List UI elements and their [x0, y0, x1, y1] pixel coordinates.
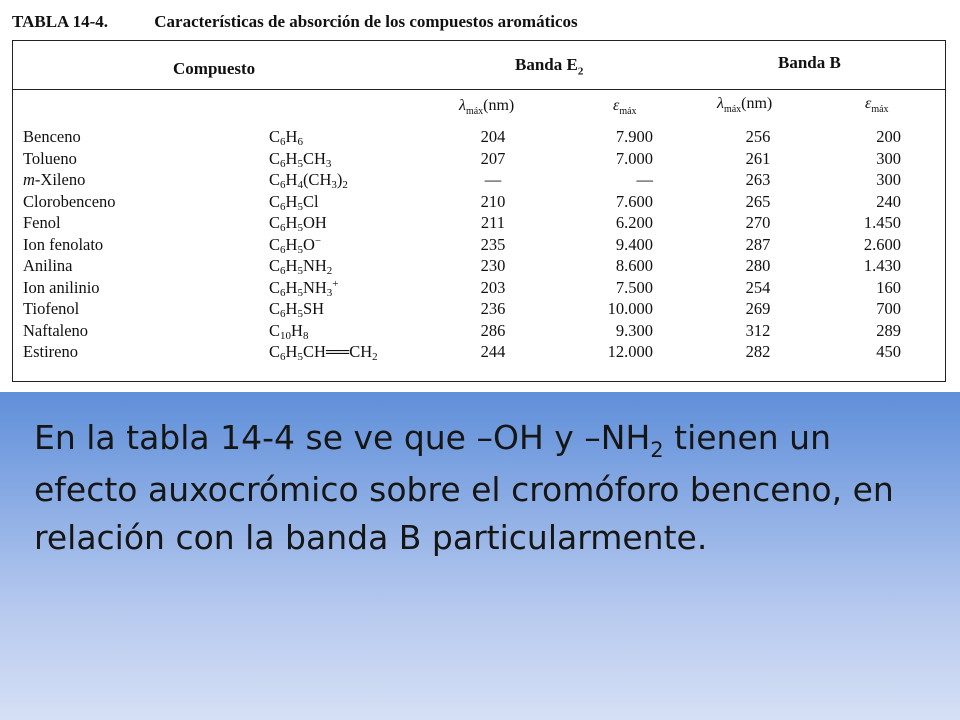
- explanation-text: En la tabla 14-4 se ve que –OH y $-NH_2$ tienen un efecto auxocrómico sobre el cromóforo benceno, en relación con la banda B particularmente.: [34, 418, 894, 557]
- b-epsilon-cell: 289: [876, 320, 901, 340]
- compound-name: Estireno: [23, 342, 78, 361]
- b-lambda-cell: 312: [745, 320, 771, 340]
- table-row: [13, 192, 945, 213]
- header-compound: Compuesto: [173, 59, 256, 78]
- b-lambda-cell: 282: [745, 342, 771, 361]
- compound-formula: $C_6H_5SH$: [269, 299, 325, 320]
- table-row: [13, 256, 945, 277]
- compound-name: Benceno: [23, 127, 81, 146]
- e2-lambda-cell: 286: [480, 320, 506, 340]
- compound-name: Ion anilinio: [23, 277, 100, 297]
- e2-epsilon-cell: 6.200: [615, 213, 653, 232]
- b-lambda-cell: 280: [745, 256, 771, 275]
- compound-formula: $C_6H_5NH_3^+$: [269, 277, 339, 299]
- b-epsilon-cell: 2.600: [863, 234, 901, 254]
- compound-formula: $C_6H_5Cl$: [269, 191, 319, 213]
- compound-name: m-Xileno: [23, 170, 86, 189]
- header-epsilon-e2: $\varepsilon_{máx}$: [613, 97, 637, 117]
- b-epsilon-cell: 1.430: [863, 256, 901, 275]
- e2-lambda-cell: 236: [480, 299, 506, 318]
- b-lambda-cell: 256: [745, 127, 771, 146]
- compound-name: Naftaleno: [23, 320, 89, 340]
- e2-epsilon-cell: —: [636, 170, 653, 189]
- compound-formula: $C_6H_4(CH_3)_2$: [269, 170, 348, 191]
- b-lambda-cell: 261: [745, 148, 771, 168]
- b-lambda-cell: 263: [745, 170, 771, 189]
- e2-epsilon-cell: 7.600: [615, 191, 653, 211]
- b-lambda-cell: 270: [745, 213, 771, 232]
- compound-formula: $C_6H_5OH$: [269, 213, 327, 234]
- b-lambda-cell: 287: [745, 234, 771, 254]
- compound-formula: $C_6H_5NH_2$: [269, 256, 333, 277]
- b-epsilon-cell: 160: [876, 277, 901, 297]
- b-lambda-cell: 269: [745, 299, 771, 318]
- e2-lambda-cell: 230: [480, 256, 506, 275]
- e2-lambda-cell: 203: [480, 277, 506, 297]
- b-epsilon-cell: 300: [876, 170, 901, 189]
- header-lambda-b: $\lambda_{máx}(nm)$: [717, 95, 773, 115]
- table-row: [13, 149, 945, 170]
- b-epsilon-cell: 240: [876, 191, 901, 211]
- e2-epsilon-cell: 12.000: [607, 342, 653, 361]
- e2-lambda-cell: 210: [480, 191, 506, 211]
- b-lambda-cell: 265: [745, 191, 771, 211]
- b-epsilon-cell: 450: [876, 342, 901, 361]
- b-epsilon-cell: 1.450: [863, 213, 901, 232]
- e2-epsilon-cell: 9.400: [615, 234, 653, 254]
- table-row: [13, 299, 945, 320]
- compound-name: Ion fenolato: [23, 234, 104, 254]
- compound-name: Clorobenceno: [23, 191, 116, 211]
- e2-epsilon-cell: 7.500: [615, 277, 653, 297]
- b-epsilon-cell: 200: [876, 127, 901, 146]
- data-table: [12, 40, 946, 382]
- table-number: TABLA 14-4.: [12, 12, 109, 31]
- e2-lambda-cell: 244: [480, 342, 506, 361]
- header-lambda-e2: $\lambda_{máx}(nm)$: [459, 97, 515, 117]
- e2-lambda-cell: —: [484, 170, 502, 189]
- e2-epsilon-cell: 7.900: [615, 127, 653, 146]
- table-row: [13, 278, 945, 299]
- compound-formula: $C_6H_6$: [269, 127, 303, 148]
- compound-formula: $C_6H_5CH_3$: [269, 148, 332, 170]
- compound-formula: $C_6H_5CH══CH_2$: [269, 342, 378, 363]
- table-row: [13, 235, 945, 256]
- e2-lambda-cell: 207: [480, 148, 506, 168]
- compound-name: Tiofenol: [23, 299, 80, 318]
- explanation-panel: [0, 392, 960, 720]
- e2-epsilon-cell: 9.300: [615, 320, 653, 340]
- table-row: [13, 170, 945, 191]
- table-row: [13, 321, 945, 342]
- compound-formula: $C_{10}H_8$: [269, 320, 309, 342]
- e2-lambda-cell: 204: [480, 127, 506, 146]
- e2-epsilon-cell: 10.000: [607, 299, 653, 318]
- header-band-e2: Banda $E_2$: [515, 55, 584, 78]
- table-row: [13, 127, 945, 148]
- e2-epsilon-cell: 7.000: [615, 148, 653, 168]
- header-rule: [13, 89, 945, 90]
- compound-name: Fenol: [23, 213, 61, 232]
- b-lambda-cell: 254: [745, 277, 771, 297]
- b-epsilon-cell: 700: [876, 299, 901, 318]
- e2-lambda-cell: 235: [480, 234, 506, 254]
- compound-name: Tolueno: [23, 148, 77, 168]
- e2-lambda-cell: 211: [480, 213, 506, 232]
- compound-formula: $C_6H_5O^-$: [269, 234, 322, 256]
- table-title: Características de absorción de los compuestos aromáticos: [154, 12, 578, 31]
- e2-epsilon-cell: 8.600: [615, 256, 653, 275]
- table-row: [13, 342, 945, 363]
- table-caption: [12, 12, 578, 32]
- compound-name: Anilina: [23, 256, 73, 275]
- header-epsilon-b: $\varepsilon_{máx}$: [865, 95, 889, 115]
- header-band-b: Banda B: [778, 53, 841, 72]
- table-row: [13, 213, 945, 234]
- b-epsilon-cell: 300: [876, 148, 901, 168]
